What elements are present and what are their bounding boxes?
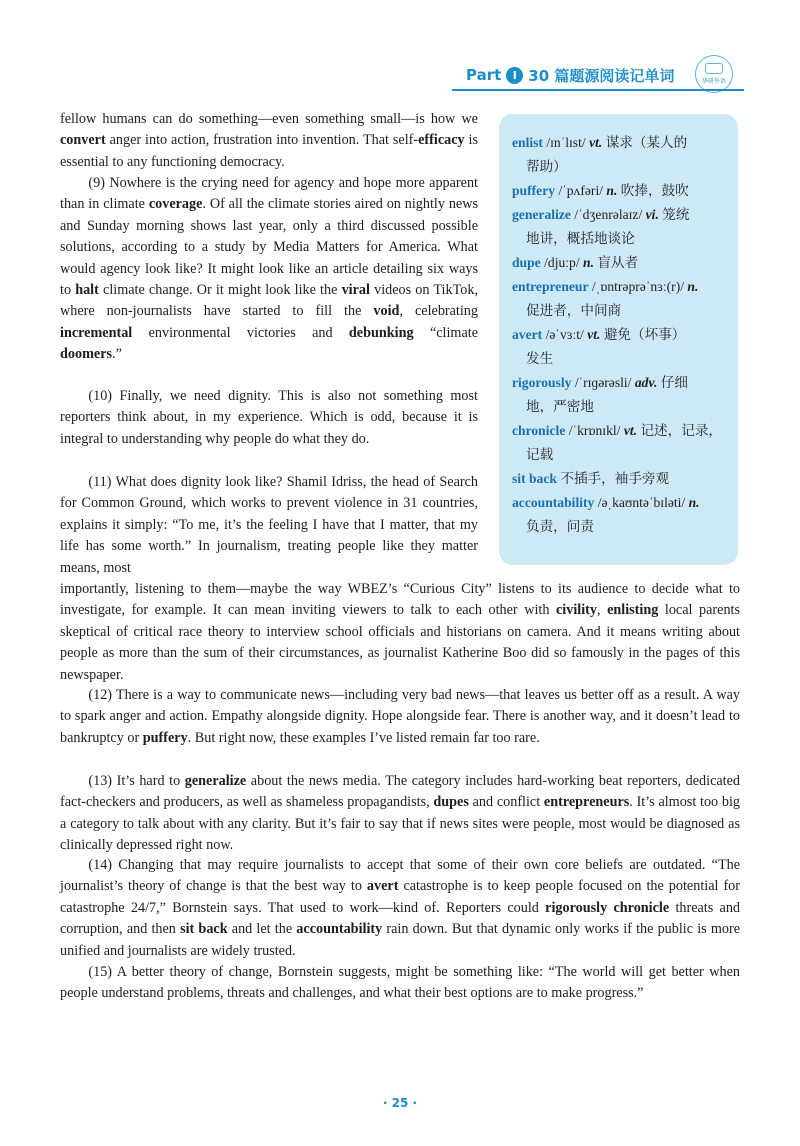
vocab-highlight: civility [556,602,597,619]
logo-text: 华研外语 [701,78,726,85]
vocab-highlight: avert [366,878,399,895]
vocab-highlight: rigorously [545,899,608,916]
vocab-highlight: efficacy [418,132,465,149]
vocab-entry: sit back 不插手，袖手旁观 [512,471,670,486]
camera-icon [705,63,723,74]
vocab-highlight: generalize [184,773,247,789]
vocab-highlight: incremental [60,324,133,341]
paragraph: importantly, listening to them—maybe the way WBEZ’s “Curious City” listens to its audience to decide what to investigate, for example. It can mean inviting viewers to talk to each other with civility, enlisting local parents skeptical of critical race theory to interview school officials and historians on camera. And it means writing about people as more than the sum of their circumstances, as journalist Katherine Boo did so famously in the pages of this newspaper. [60,581,740,683]
page-number: · 25 · [382,1096,418,1110]
paragraph: (15) A better theory of change, Bornstein suggests, might be something like: “The world will get better when people understand problems, threats and challenges, and what their best options are to make progress.” [60,964,740,1002]
vocab-entry: dupe /djuːp/ n. 盲从者 [512,255,639,270]
vocab-highlight: entrepreneurs [543,794,630,811]
part-number-badge: I [506,67,523,84]
vocab-entry: entrepreneur /ˌɒntrəprəˈnɜː(r)/ n. 促进者，中间商 [512,279,699,318]
paragraph: fellow humans can do something—even something small—is how we convert anger into action, frustration into invention. That self-efficacy is essential to any functioning democracy. [60,111,478,170]
vocab-entry: accountability /əˌkaʊntəˈbɪləti/ n. 负责，问责 [512,495,700,534]
part-label: Part [466,66,502,84]
vocab-entry: puffery /ˈpʌfəri/ n. 吹捧，鼓吹 [512,183,689,198]
paragraph: (13) It’s hard to generalize about the news media. The category includes hard-working beat reporters, dedicated fact-checkers and producers, as well as shameless propagandists, dupes and conflict entrepreneurs. It’s almost too big a category to talk about with any clarity. But it’s fair to say that if news sites were people, most would be diagnosed as clinically depressed right now. [60,773,741,854]
vocab-entry: chronicle /ˈkrɒnɪkl/ vt. 记述，记录， 记载 [512,423,723,462]
running-header [466,63,674,87]
vocab-highlight: viral [341,282,370,299]
vocab-highlight: sit back [180,921,228,938]
vocab-highlight: debunking [348,324,414,341]
header-rule [452,89,744,91]
paragraph: (14) Changing that may require journalists to accept that some of their own core beliefs are outdated. “The journalist’s theory of change is that the best way to avert catastrophe is to keep people focused on the potential for catastrophe 24/7,” Bornstein says. That used to work—kind of. Reporters could rigorously chronicle threats and corruption, and then sit back and let the accountability rain down. But that dynamic only works if the public is more unified and journalists are widely trusted. [60,857,741,959]
vocab-highlight: void [373,303,400,320]
vocab-entry: generalize /ˈdʒenrəlaɪz/ vi. 笼统 地讲，概括地谈论 [512,207,690,246]
vocab-highlight: enlisting [607,602,659,619]
paragraph: (9) Nowhere is the crying need for agency and hope more apparent than in climate coverage. Of all the climate stories aired on nightly news and Sunday morning shows last year, only a third discussed possible solutions, according to a study by Media Matters for America. What would agency look like? It might look like an article detailing six ways to halt climate change. Or it might look like the viral videos on TikTok, where non-journalists have started to fill the void, celebrating incremental environmental victories and debunking “climate doomers.” [60,175,478,363]
vocab-highlight: accountability [296,921,383,938]
vocab-highlight: puffery [142,729,188,746]
vocab-entry: rigorously /ˈrɪɡərəsli/ adv. 仔细 地，严密地 [512,375,688,414]
publisher-logo [695,55,733,93]
paragraph: (11) What does dignity look like? Shamil Idriss, the head of Search for Common Ground, which works to prevent violence in 31 countries, explains it simply: “To me, it’s the feeling I have that I matter, that my life has some worth.” In journalism, treating people like they matter means, most [60,474,478,576]
vocab-highlight: coverage [148,196,203,213]
vocab-highlight: dupes [433,794,469,811]
paragraph: (12) There is a way to communicate news—including very bad news—that leaves us better off as a result. A way to spark anger and action. Empathy alongside dignity. Hope alongside fear. There is another way, and it doesn’t lead to bankruptcy or puffery. But right now, these examples I’ve listed remain far too rare. [60,687,740,746]
vocab-highlight: convert [60,132,106,149]
vocab-entry: enlist /ɪnˈlɪst/ vt. 谋求（某人的 帮助） [512,135,688,174]
paragraph: (10) Finally, we need dignity. This is also not something most reporters think about, in my experience. Which is odd, because it is integral to understanding why people do what they do. [60,388,478,447]
vocab-entry: avert /əˈvɜːt/ vt. 避免（坏事） 发生 [512,327,686,366]
vocab-highlight: halt [75,282,99,299]
vocab-highlight: doomers [60,346,113,363]
vocab-highlight: chronicle [613,899,670,916]
book-title: 30 篇题源阅读记单词 [528,66,675,85]
